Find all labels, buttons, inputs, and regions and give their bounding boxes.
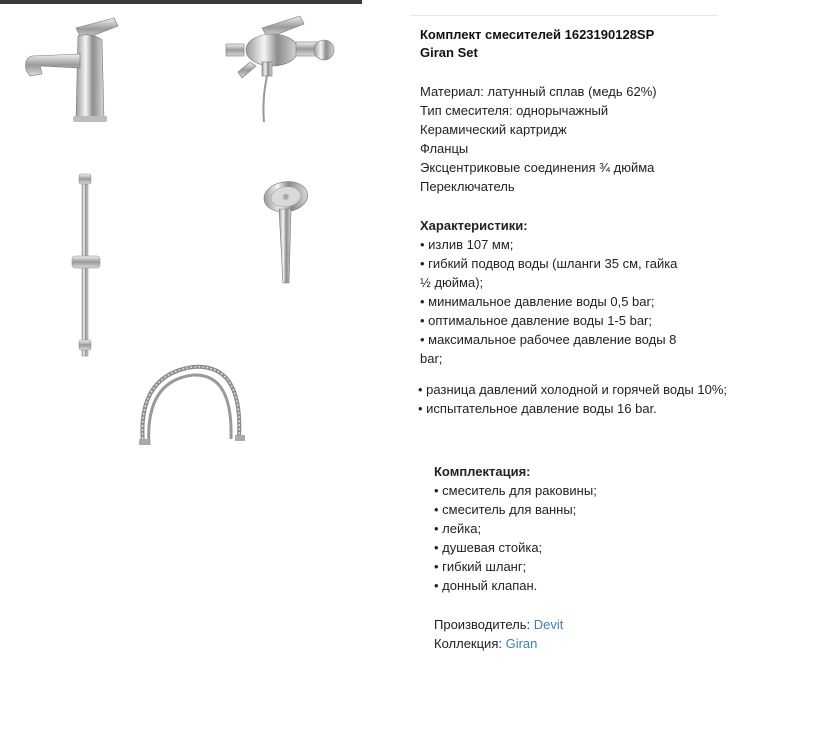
spec-item: • испытательное давление воды 16 bar. <box>418 401 657 416</box>
spec-item: • оптимальное давление воды 1-5 bar; <box>420 313 652 328</box>
kit-heading: Комплектация: <box>434 464 531 479</box>
kit-item: • донный клапан. <box>434 578 538 593</box>
basin-faucet-image <box>18 10 133 125</box>
features-list <box>420 82 657 196</box>
specs-section <box>420 216 682 368</box>
spec-item: • разница давлений холодной и горячей воды 10%; <box>418 382 727 397</box>
shower-rail-image <box>68 172 104 362</box>
product-title-line2: Giran Set <box>420 45 478 60</box>
hand-shower-image <box>255 175 315 295</box>
specs-heading: Характеристики: <box>420 218 528 233</box>
feature-item: Тип смесителя: однорычажный <box>420 103 609 118</box>
feature-item: Фланцы <box>420 141 469 156</box>
product-meta <box>434 615 563 653</box>
bath-faucet-image <box>222 10 337 125</box>
collection-link[interactable]: Giran <box>505 636 538 651</box>
collection-label: Коллекция: <box>434 636 506 651</box>
feature-item: Эксцентриковые соединения ¾ дюйма <box>420 160 655 175</box>
top-divider <box>410 15 718 16</box>
specs-extra <box>418 380 727 418</box>
kit-item: • гибкий шланг; <box>434 559 527 574</box>
spec-item: • максимальное рабочее давление воды 8 bar; <box>420 332 677 366</box>
top-bar <box>0 0 362 4</box>
flexible-hose-image <box>135 355 250 450</box>
kit-item: • смеситель для раковины; <box>434 483 597 498</box>
feature-item: Керамический картридж <box>420 122 567 137</box>
feature-item: Переключатель <box>420 179 515 194</box>
product-title-line1: Комплект смесителей 1623190128SP <box>420 27 655 42</box>
collection-row <box>434 634 563 653</box>
spec-item: • излив 107 мм; <box>420 237 514 252</box>
kit-item: • смеситель для ванны; <box>434 502 577 517</box>
manufacturer-link[interactable]: Devit <box>533 617 564 632</box>
manufacturer-label: Производитель: <box>434 617 534 632</box>
spec-item: • гибкий подвод воды (шланги 35 см, гайка ½ дюйма); <box>420 256 678 290</box>
kit-section <box>434 462 597 595</box>
manufacturer-row <box>434 615 563 634</box>
kit-item: • лейка; <box>434 521 482 536</box>
kit-item: • душевая стойка; <box>434 540 543 555</box>
spec-item: • минимальное давление воды 0,5 bar; <box>420 294 655 309</box>
product-title <box>420 26 720 62</box>
feature-item: Материал: латунный сплав (медь 62%) <box>420 84 657 99</box>
